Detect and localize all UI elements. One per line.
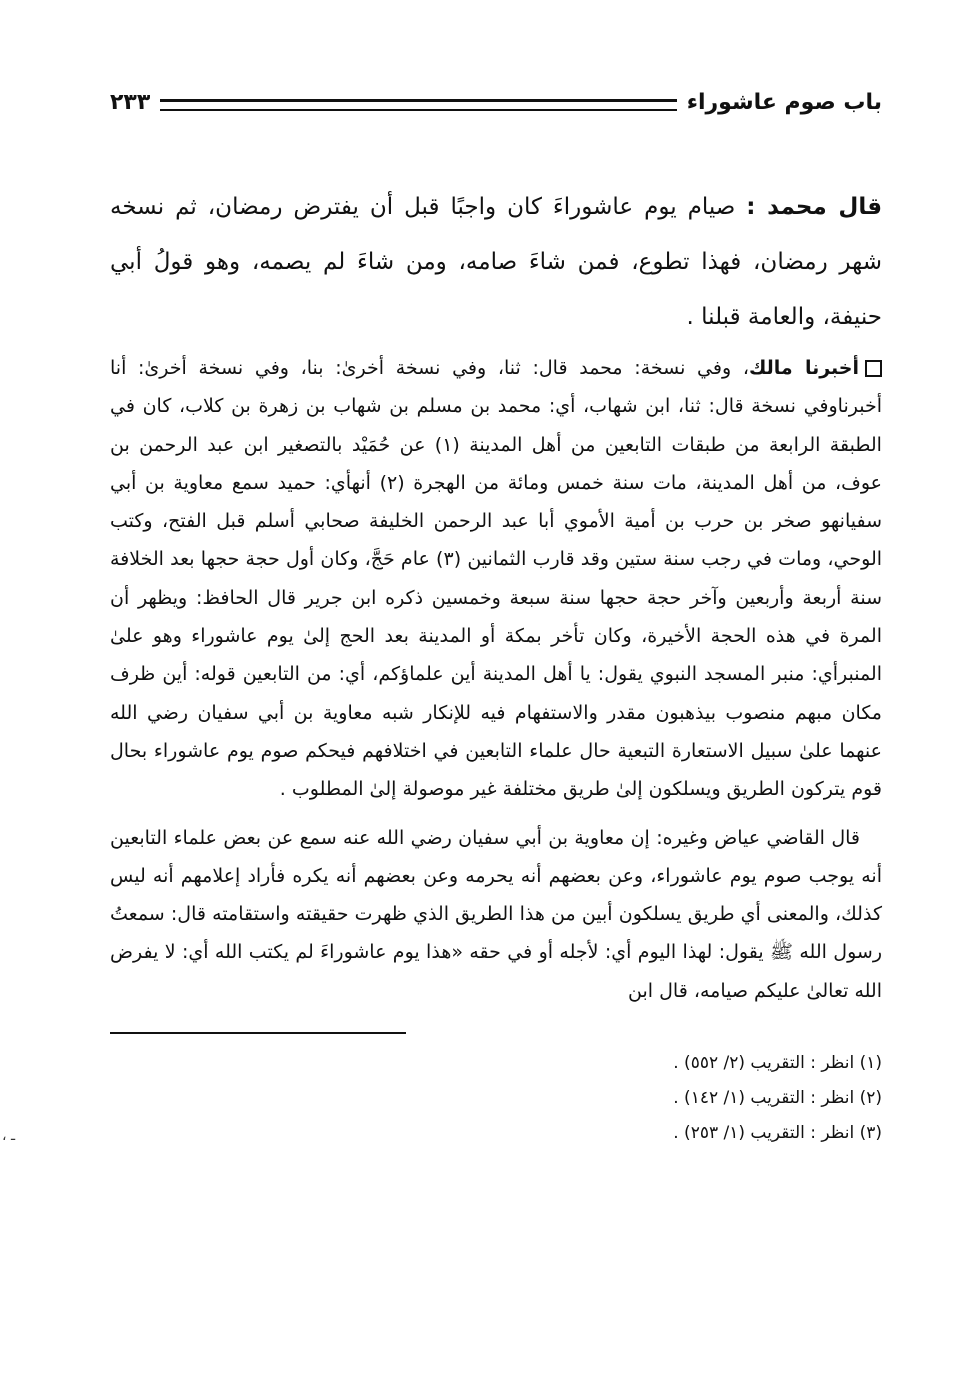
commentary-text-a: ، وفي نسخة: محمد قال: ثنا، وفي نسخة أخرىٰ: بنا، وفي نسخة أخرىٰ: أنا أخبرناوفي نسخة قال: ثنا، ابن شهاب، أي: محمد بن مسلم بن شهاب بن زهرة بن كلاب، كان في الطبقة الرابعة من طبقات التابعين من أهل المدينة <box>110 357 882 456</box>
speaker-label: قال محمد : <box>746 194 883 220</box>
footnote-ref-2[interactable]: (٢) <box>379 471 405 494</box>
footnote-1: (١) انظر : التقريب (٢/ ٥٥٢) . <box>673 1053 882 1074</box>
narration-label: أخبرنا مالك <box>748 357 859 379</box>
paragraph-qadi-iyad <box>110 819 882 1010</box>
footnote-separator <box>110 1032 406 1034</box>
paragraph-commentary <box>110 349 882 809</box>
main-text <box>110 180 882 1010</box>
margin-marks: ، ـ <box>2 1128 16 1144</box>
commentary-text-c: أنهأي: حميد سمع معاوية بن أبي سفيانهو صخر بن حرب بن أمية الأموي أبا عبد الرحمن الخليفة صحابي أسلم قبل الفتح، وكتب الوحي، ومات في رجب سنة ستين وقد قارب الثمانين <box>110 471 883 571</box>
footnote-ref-3[interactable]: (٣) <box>436 548 462 571</box>
commentary-text-d: عام حَجَّ، وكان أول حجة حجها بعد الخلافة سنة أربعة وأربعين وآخر حجة حجها سنة سبعة وخمسين ذكره ابن جرير قال الحافظ: ويظهر أن المرة في هذه الحجة الأخيرة، وكان تأخر بمكة أو المدينة بعد الحج إلىٰ يوم عاشوراء وهو علىٰ المنبرأي: منبر المسجد النبوي يقول: يا أهل المدينة أين علماؤكم، أي: من التابعين قوله: أين ظرف مكان مبهم منصوب بيذهبون مقدر والاستفهام فيه للإنكار شبه معاوية بن أبي سفيان رضي الله عنهما علىٰ سبيل الاستعارة التبعية حال علماء التابعين في اختلافهم فيحكم صوم يوم عاشوراء بحال قوم يتركون الطريق ويسلكون إلىٰ طريق مختلفة غير موصولة إلىٰ المطلوب . <box>110 548 882 801</box>
header-rule <box>160 99 676 111</box>
square-bullet-icon <box>865 360 882 377</box>
footnote-ref-1[interactable]: (١) <box>434 433 460 456</box>
matn-text: صيام يوم عاشوراءَ كان واجبًا قبل أن يفترض رمضان، ثم نسخه شهر رمضان، فهذا تطوع، فمن شاءَ صامه، ومن شاءَ لم يصمه، وهو قولُ أبي حنيفة، والعامة قبلنا . <box>110 194 882 330</box>
book-page <box>110 82 882 1151</box>
page-number: ٢٣٣ <box>110 89 151 115</box>
footnote-2: (٢) انظر : التقريب (١/ ١٤٢) . <box>673 1088 882 1109</box>
footnotes <box>110 1046 882 1151</box>
chapter-title: باب صوم عاشوراء <box>686 89 882 115</box>
commentary-text-e: قال القاضي عياض وغيره: إن معاوية بن أبي سفيان رضي الله عنه سمع عن بعض علماء التابعين أنه يوجب صوم يوم عاشوراء، وعن بعضهم أنه يحرمه وعن بعضهم أنه يكره فأراد إعلامهم أنه ليس كذلك، والمعنى أي طريق يسلكون أبين من هذا الطريق الذي ظهرت حقيقته واستقامته قال: سمعتُ رسول الله ﷺ يقول: لهذا اليوم أي: لأجله أو في حقه «هذا يوم عاشوراءَ لم يكتب الله أي: لا يفرض الله تعالىٰ عليكم صيامه، قال ابن <box>110 826 882 1002</box>
commentary-text-b: عن حُمَيْد بالتصغير ابن عبد الرحمن بن عوف، من أهل المدينة، مات سنة خمس ومائة من الهجرة <box>110 433 883 494</box>
paragraph-matn <box>110 180 882 345</box>
footnote-3: (٣) انظر : التقريب (١/ ٢٥٣) . <box>673 1123 882 1144</box>
running-header <box>110 82 882 122</box>
